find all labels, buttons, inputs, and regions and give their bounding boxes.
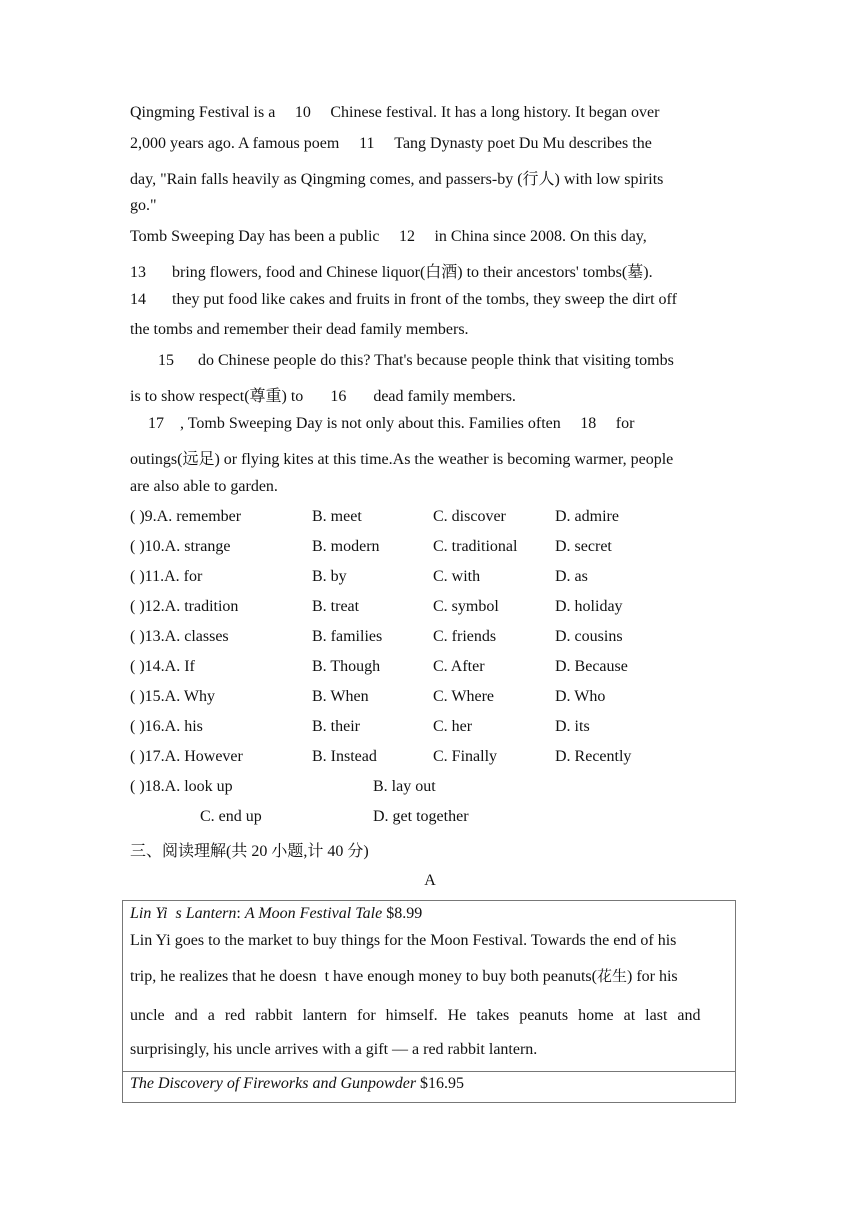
option-d: D. secret <box>555 538 612 555</box>
option-a: ( )10.A. strange <box>130 538 231 555</box>
passage-line-1 <box>130 104 659 122</box>
option-c: C. Where <box>433 688 495 705</box>
section-heading: 三、阅读理解(共 20 小题,计 40 分) <box>130 843 369 860</box>
book-title: The Discovery of Fireworks and Gunpowder <box>130 1075 417 1092</box>
option-b: B. lay out <box>373 778 436 795</box>
passage-line-8: the tombs and remember their dead family members. <box>130 321 469 338</box>
option-d: D. as <box>555 568 588 585</box>
passage-text: dead family members. <box>373 388 516 405</box>
desc-text: 花生 <box>596 967 627 985</box>
passage-line-12: outings(远足) or flying kites at this time.As the weather is becoming warmer, people <box>130 451 674 468</box>
passage-text: they put food like cakes and fruits in front of the tombs, they sweep the dirt off <box>172 291 677 308</box>
desc-text: t have enough money to buy both peanuts( <box>324 968 597 985</box>
option-b: B. When <box>312 688 369 705</box>
blank-number: 15 <box>158 352 174 369</box>
blank-number: 14 <box>130 291 146 308</box>
passage-text: Tomb Sweeping Day has been a public <box>130 228 380 245</box>
blank-number: 17 <box>148 415 164 432</box>
blank-number: 11 <box>359 135 375 152</box>
blank-number: 18 <box>580 415 597 432</box>
passage-text: is to show respect(尊重) to <box>130 388 304 405</box>
passage-line-11 <box>148 415 634 433</box>
option-c: C. her <box>433 718 473 735</box>
passage-text: Chinese festival. It has a long history. It began over <box>330 104 660 121</box>
option-c: C. traditional <box>433 538 518 555</box>
option-a: ( )17.A. However <box>130 748 243 765</box>
book-price: $8.99 <box>386 905 423 922</box>
book-1-desc-line: Lin Yi goes to the market to buy things for the Moon Festival. Towards the end of his <box>130 932 677 949</box>
option-b: B. treat <box>312 598 360 615</box>
question-row <box>130 688 750 718</box>
passage-line-2 <box>130 135 652 153</box>
passage-line-5 <box>130 228 647 246</box>
option-c: C. symbol <box>433 598 499 615</box>
passage-line-9 <box>158 352 674 370</box>
passage-line-10 <box>130 383 516 406</box>
book-2-title <box>130 1072 729 1096</box>
question-row <box>130 598 750 628</box>
blank-number: 12 <box>398 228 415 245</box>
option-a: ( )11.A. for <box>130 568 203 585</box>
option-c: C. After <box>433 658 485 675</box>
option-d: D. Recently <box>555 748 632 765</box>
question-row <box>130 568 750 598</box>
passage-text: , Tomb Sweeping Day is not only about this. Families often <box>180 415 561 432</box>
option-a: ( )12.A. tradition <box>130 598 239 615</box>
passage-line-3: day, "Rain falls heavily as Qingming comes, and passers-by (行人) with low spirits <box>130 171 664 188</box>
passage-line-6 <box>130 259 653 282</box>
question-row <box>130 538 750 568</box>
option-d: D. admire <box>555 508 619 525</box>
question-row <box>130 718 750 748</box>
option-a: ( )13.A. classes <box>130 628 229 645</box>
option-b: B. families <box>312 628 383 645</box>
option-d: D. its <box>555 718 590 735</box>
passage-text: Tang Dynasty poet Du Mu describes the <box>394 135 652 152</box>
option-b: B. their <box>312 718 360 735</box>
question-row <box>130 658 750 688</box>
desc-text: trip, he realizes that he doesn <box>130 968 317 985</box>
option-a: ( )16.A. his <box>130 718 203 735</box>
desc-text: ) for his <box>627 968 678 985</box>
option-b: B. by <box>312 568 347 585</box>
option-d: D. holiday <box>555 598 623 615</box>
question-row-18 <box>130 778 750 808</box>
book-title: Lin Yi <box>130 905 168 922</box>
option-c: C. Finally <box>433 748 498 765</box>
passage-text: 2,000 years ago. A famous poem <box>130 135 340 152</box>
option-b: B. meet <box>312 508 362 525</box>
question-row-18-cont <box>130 808 750 838</box>
option-d: D. Who <box>555 688 606 705</box>
option-a: ( )15.A. Why <box>130 688 216 705</box>
passage-line-7 <box>130 291 677 309</box>
option-a: ( )9.A. remember <box>130 508 242 525</box>
passage-line-13: are also able to garden. <box>130 478 278 495</box>
option-b: B. Instead <box>312 748 377 765</box>
option-c: C. end up <box>200 808 262 825</box>
book-cell-2 <box>123 1072 735 1102</box>
book-1-desc-line <box>130 956 729 997</box>
book-1-title: Lin Yi s Lantern: A Moon Festival Tale $8.99 <box>130 905 423 922</box>
book-title: A Moon Festival Tale <box>244 905 383 922</box>
question-row <box>130 508 750 538</box>
option-d: D. get together <box>373 808 469 825</box>
book-1-desc-line: surprisingly, his uncle arrives with a gift — a red rabbit lantern. <box>130 1041 538 1058</box>
passage-text: in China since 2008. On this day, <box>434 228 647 245</box>
part-label: A <box>424 872 436 889</box>
passage-text: Qingming Festival is a <box>130 104 276 121</box>
blank-number: 10 <box>294 104 311 121</box>
option-c: C. friends <box>433 628 497 645</box>
book-cell-1 <box>123 902 735 1072</box>
book-title: s Lantern <box>175 905 237 922</box>
question-row <box>130 628 750 658</box>
book-table <box>122 900 736 1103</box>
option-b: B. Though <box>312 658 381 675</box>
blank-number: 13 <box>130 264 146 281</box>
passage-text: do Chinese people do this? That's because people think that visiting tombs <box>198 352 674 369</box>
option-a: ( )14.A. If <box>130 658 195 675</box>
passage-text: for <box>615 415 635 432</box>
option-a: ( )18.A. look up <box>130 778 233 795</box>
question-row <box>130 748 750 778</box>
passage-line-4: go." <box>130 197 157 214</box>
option-b: B. modern <box>312 538 380 555</box>
option-c: C. with <box>433 568 481 585</box>
option-d: D. cousins <box>555 628 623 645</box>
book-price: $16.95 <box>420 1075 465 1092</box>
blank-number: 16 <box>330 388 347 405</box>
passage-text: bring flowers, food and Chinese liquor(白酒) to their ancestors' tombs(墓). <box>172 264 653 281</box>
option-d: D. Because <box>555 658 628 675</box>
option-c: C. discover <box>433 508 506 525</box>
book-1-desc-line: uncle and a red rabbit lantern for himself. He takes peanuts home at last and <box>130 1007 701 1024</box>
